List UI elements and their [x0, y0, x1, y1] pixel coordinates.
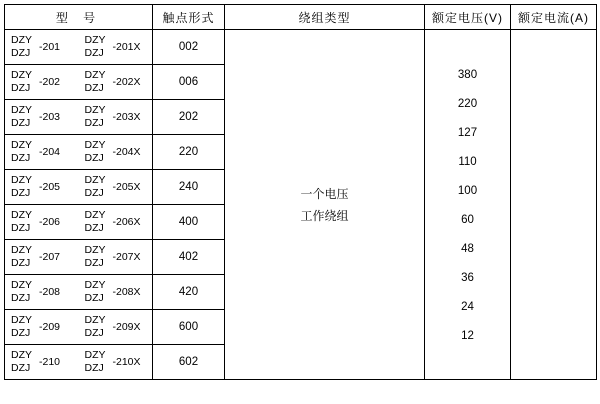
contact-form-value: 600: [153, 310, 225, 345]
model-prefix-bottom: DZJ: [84, 257, 104, 269]
model-prefix-bottom: DZJ: [11, 117, 31, 129]
model-suffix: -207: [39, 251, 61, 263]
model-cell: [5, 275, 153, 310]
model-pair-primary: [5, 244, 79, 270]
model-prefix-bottom: DZJ: [11, 187, 31, 199]
model-suffix: -206X: [112, 216, 141, 228]
table-header-row: [5, 5, 597, 30]
model-prefix-bottom: DZJ: [84, 292, 104, 304]
model-prefix-top: DZY: [11, 104, 32, 116]
model-prefix-top: DZY: [84, 34, 106, 46]
header-winding-type: 绕组类型: [225, 5, 425, 30]
model-prefix-stack: [85, 349, 111, 375]
model-prefix-bottom: DZJ: [84, 152, 104, 164]
model-prefix-top: DZY: [84, 104, 106, 116]
model-prefix-bottom: DZJ: [11, 82, 31, 94]
model-prefix-top: DZY: [11, 244, 32, 256]
model-pair-variant: [79, 279, 153, 305]
model-suffix: -208X: [112, 286, 141, 298]
model-suffix: -202X: [112, 76, 141, 88]
model-pair-variant: [79, 209, 153, 235]
contact-form-value: 202: [153, 100, 225, 135]
model-prefix-bottom: DZJ: [11, 292, 31, 304]
model-suffix: -201: [39, 41, 61, 53]
voltage-value: 110: [458, 155, 477, 168]
model-pair-primary: [5, 34, 79, 60]
model-pair-primary: [5, 174, 79, 200]
model-pair-variant: [79, 34, 153, 60]
model-suffix: -210: [39, 356, 61, 368]
rated-current-cell: [511, 30, 597, 380]
header-rated-current: 额定电流(A): [511, 5, 597, 30]
model-pair-variant: [79, 139, 153, 165]
table-header: [5, 5, 597, 30]
model-prefix-bottom: DZJ: [11, 257, 31, 269]
model-cell: [5, 135, 153, 170]
model-prefix-stack: [85, 279, 111, 305]
model-pair-primary: [5, 104, 79, 130]
model-prefix-bottom: DZJ: [84, 362, 104, 374]
table-body: [5, 30, 597, 380]
model-pair-variant: [79, 244, 153, 270]
voltage-value: 48: [461, 242, 474, 255]
contact-form-value: 240: [153, 170, 225, 205]
model-prefix-stack: [11, 174, 37, 200]
model-prefix-bottom: DZJ: [11, 362, 31, 374]
model-prefix-stack: [85, 174, 111, 200]
header-contact-form: 触点形式: [153, 5, 225, 30]
model-suffix: -202: [39, 76, 61, 88]
model-prefix-top: DZY: [84, 174, 106, 186]
model-prefix-stack: [11, 349, 37, 375]
voltage-value: 12: [461, 329, 474, 342]
model-suffix: -205: [39, 181, 61, 193]
model-prefix-bottom: DZJ: [84, 327, 104, 339]
contact-form-value: 402: [153, 240, 225, 275]
model-prefix-top: DZY: [84, 314, 106, 326]
relay-specification-table: [4, 4, 597, 380]
model-cell: [5, 345, 153, 380]
model-prefix-bottom: DZJ: [84, 117, 104, 129]
model-cell: [5, 100, 153, 135]
voltage-list: [425, 59, 510, 351]
model-prefix-top: DZY: [11, 209, 32, 221]
model-prefix-stack: [11, 69, 37, 95]
model-pair-primary: [5, 349, 79, 375]
contact-form-value: 602: [153, 345, 225, 380]
model-pair-primary: [5, 69, 79, 95]
voltage-value: 127: [457, 126, 478, 139]
winding-line-1: 一个电压: [300, 186, 349, 201]
contact-form-value: 002: [153, 30, 225, 65]
model-pair-variant: [79, 69, 153, 95]
model-suffix: -206: [39, 216, 61, 228]
model-prefix-top: DZY: [11, 69, 32, 81]
header-model: 型 号: [5, 5, 153, 30]
model-prefix-top: DZY: [84, 244, 106, 256]
model-suffix: -208: [39, 286, 61, 298]
contact-form-value: 006: [153, 65, 225, 100]
rated-voltage-cell: [425, 30, 511, 380]
model-pair-primary: [5, 314, 79, 340]
voltage-value: 100: [457, 184, 478, 197]
model-pair-variant: [79, 349, 153, 375]
model-prefix-top: DZY: [11, 349, 32, 361]
model-prefix-stack: [85, 314, 111, 340]
model-prefix-stack: [11, 244, 37, 270]
model-suffix: -203: [39, 111, 61, 123]
voltage-value: 24: [461, 300, 474, 313]
model-suffix: -203X: [112, 111, 141, 123]
winding-type-cell: [225, 30, 425, 380]
model-prefix-stack: [11, 104, 37, 130]
model-prefix-stack: [85, 104, 111, 130]
model-prefix-top: DZY: [11, 34, 32, 46]
model-prefix-stack: [11, 279, 37, 305]
model-cell: [5, 310, 153, 345]
model-prefix-top: DZY: [84, 69, 106, 81]
model-suffix: -209X: [112, 321, 141, 333]
model-cell: [5, 205, 153, 240]
model-cell: [5, 240, 153, 275]
model-prefix-bottom: DZJ: [84, 222, 104, 234]
model-prefix-top: DZY: [84, 139, 106, 151]
model-suffix: -207X: [112, 251, 141, 263]
model-pair-variant: [79, 174, 153, 200]
model-prefix-bottom: DZJ: [84, 47, 104, 59]
voltage-value: 36: [461, 271, 474, 284]
model-pair-primary: [5, 279, 79, 305]
model-pair-primary: [5, 139, 79, 165]
model-prefix-stack: [11, 209, 37, 235]
model-prefix-top: DZY: [84, 209, 106, 221]
contact-form-value: 400: [153, 205, 225, 240]
table-row: [5, 30, 597, 65]
spec-table-page: [0, 4, 600, 404]
model-suffix: -204X: [112, 146, 141, 158]
model-suffix: -204: [39, 146, 61, 158]
model-prefix-stack: [85, 34, 111, 60]
contact-form-value: 420: [153, 275, 225, 310]
model-pair-variant: [79, 314, 153, 340]
model-prefix-top: DZY: [11, 279, 32, 291]
model-prefix-bottom: DZJ: [11, 222, 31, 234]
model-pair-variant: [79, 104, 153, 130]
model-prefix-bottom: DZJ: [84, 82, 104, 94]
model-prefix-top: DZY: [11, 174, 32, 186]
model-prefix-top: DZY: [84, 349, 106, 361]
model-prefix-stack: [11, 139, 37, 165]
model-cell: [5, 65, 153, 100]
model-prefix-bottom: DZJ: [11, 47, 31, 59]
contact-form-value: 220: [153, 135, 225, 170]
header-rated-voltage: 额定电压(V): [425, 5, 511, 30]
model-suffix: -210X: [112, 356, 141, 368]
model-prefix-stack: [85, 139, 111, 165]
model-prefix-top: DZY: [84, 279, 106, 291]
voltage-value: 380: [457, 68, 478, 81]
model-prefix-stack: [85, 244, 111, 270]
model-cell: [5, 30, 153, 65]
model-suffix: -209: [39, 321, 61, 333]
model-prefix-stack: [85, 69, 111, 95]
model-prefix-top: DZY: [11, 314, 32, 326]
winding-line-2: 工作绕组: [300, 208, 349, 223]
model-prefix-top: DZY: [11, 139, 32, 151]
model-prefix-stack: [11, 314, 37, 340]
model-cell: [5, 170, 153, 205]
model-prefix-bottom: DZJ: [11, 327, 31, 339]
model-pair-primary: [5, 209, 79, 235]
model-suffix: -201X: [112, 41, 141, 53]
model-suffix: -205X: [112, 181, 141, 193]
model-prefix-bottom: DZJ: [11, 152, 31, 164]
model-prefix-bottom: DZJ: [84, 187, 104, 199]
model-prefix-stack: [85, 209, 111, 235]
voltage-value: 60: [461, 213, 474, 226]
voltage-value: 220: [457, 97, 478, 110]
model-prefix-stack: [11, 34, 37, 60]
